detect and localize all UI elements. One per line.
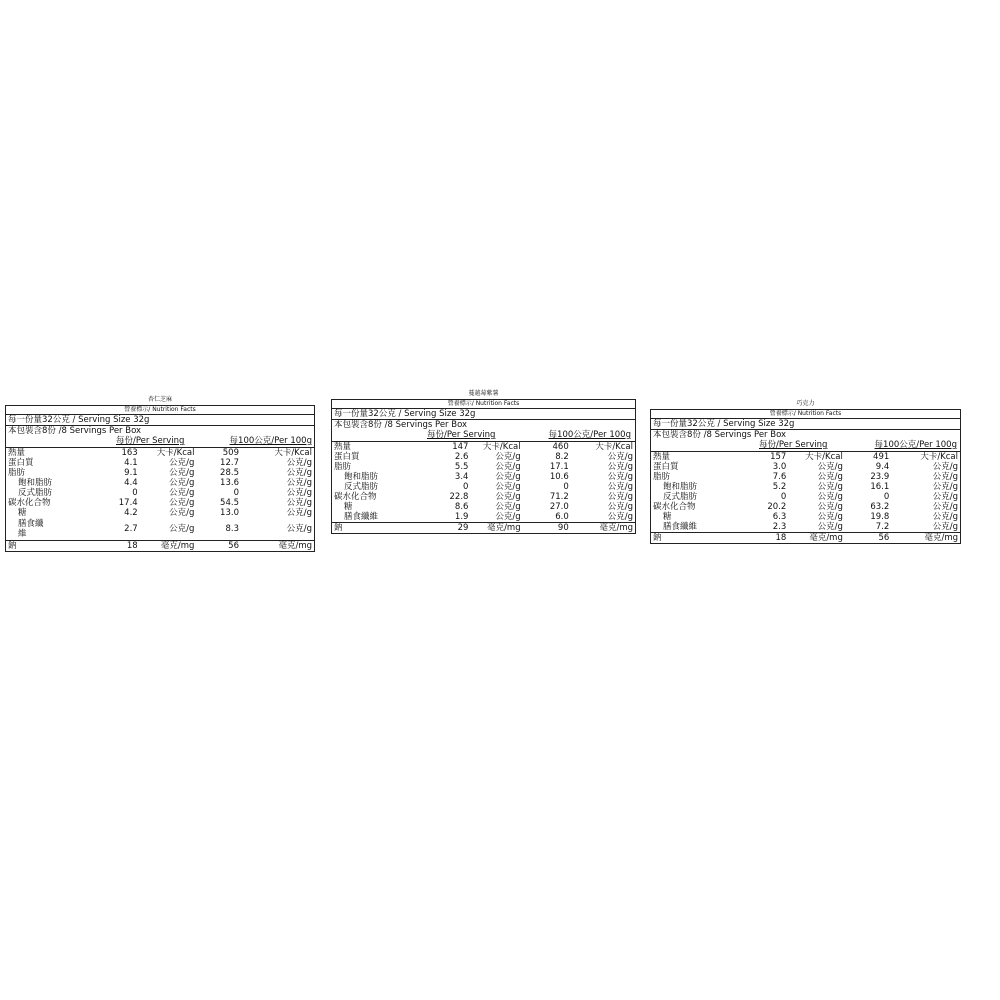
per-100g-unit: 公克/g (286, 478, 312, 488)
per-serving-unit: 公克/g (169, 468, 195, 478)
nutrient-name: 膳食纖維 (663, 522, 698, 532)
nutrient-name: 熱量 (8, 448, 26, 458)
per-serving-value: 5.2 (772, 482, 787, 492)
column-headers (332, 430, 635, 442)
serving-size: 每一份量32公克 / Serving Size 32g (332, 409, 635, 420)
per-serving-value: 163 (121, 448, 138, 458)
nutrient-name: 脂肪 (653, 472, 671, 482)
nutrient-row (332, 523, 635, 534)
per-100g-unit: 公克/g (932, 462, 958, 472)
nutrient-row (651, 512, 960, 522)
per-100g-value: 28.5 (220, 468, 239, 478)
nutrition-facts-header: 營養標示/ Nutrition Facts (6, 406, 314, 415)
nutrition-table (651, 452, 960, 543)
serving-size: 每一份量32公克 / Serving Size 32g (651, 419, 960, 430)
col-per-serving: 每份/Per Serving (427, 430, 496, 440)
column-headers (651, 440, 960, 452)
per-serving-value: 7.6 (772, 472, 787, 482)
nutrient-row (6, 478, 314, 488)
per-100g-value: 90 (523, 523, 569, 534)
per-serving-unit: 大卡/Kcal (156, 448, 195, 458)
nutrient-row (651, 502, 960, 512)
per-serving-unit: 公克/g (495, 492, 521, 502)
per-serving-value: 5.5 (454, 462, 469, 472)
nutrient-name: 反式脂肪 (663, 492, 698, 502)
per-serving-unit: 公克/g (169, 458, 195, 468)
nutrient-name: 糖 (663, 512, 672, 522)
per-serving-unit: 公克/g (169, 523, 195, 534)
per-100g-unit: 公克/g (932, 522, 958, 532)
per-100g-unit: 公克/g (286, 508, 312, 518)
per-100g-value: 0 (563, 482, 569, 492)
per-100g-unit: 公克/g (932, 502, 958, 512)
nutrient-row (6, 458, 314, 468)
nutrition-panel-cranberry-purple-potato (331, 390, 636, 534)
per-serving-value: 22.8 (449, 492, 469, 502)
per-serving-unit: 公克/g (817, 482, 843, 492)
nutrient-row (6, 498, 314, 508)
nutrient-row (6, 508, 314, 518)
col-per-100g: 每100公克/Per 100g (548, 430, 631, 440)
nutrient-name: 碳水化合物 (653, 502, 696, 512)
column-headers (6, 436, 314, 448)
nutrition-facts-header: 營養標示/ Nutrition Facts (651, 410, 960, 419)
nutrient-name: 反式脂肪 (344, 482, 379, 492)
nutrient-row (651, 522, 960, 533)
per-serving-unit: 公克/g (817, 522, 843, 532)
per-100g-unit: 公克/g (286, 523, 312, 534)
per-serving-unit: 大卡/Kcal (805, 452, 843, 462)
per-serving-value: 2.7 (124, 523, 138, 534)
servings-per-box: 本包裝含8份 /8 Servings Per Box (334, 420, 468, 430)
nutrient-name: 碳水化合物 (8, 498, 51, 508)
per-100g-unit: 毫克/mg (889, 533, 960, 544)
nutrient-row (332, 462, 635, 472)
nutrition-table (6, 448, 314, 551)
per-100g-unit: 大卡/Kcal (595, 442, 633, 452)
per-serving-unit: 大卡/Kcal (482, 442, 521, 452)
per-100g-unit: 公克/g (607, 492, 633, 502)
nutrient-name: 蛋白質 (8, 458, 34, 468)
per-100g-unit: 公克/g (286, 458, 312, 468)
nutrient-name: 糖 (18, 508, 27, 518)
nutrient-row (6, 468, 314, 478)
per-100g-value: 13.6 (220, 478, 239, 488)
per-100g-unit: 大卡/Kcal (920, 452, 958, 462)
per-100g-value: 460 (552, 442, 569, 452)
product-title: 巧克力 (796, 400, 815, 407)
per-serving-value: 4.2 (124, 508, 138, 518)
per-serving-unit: 公克/g (169, 498, 195, 508)
per-serving-value: 1.9 (454, 512, 469, 522)
per-100g-value: 0 (233, 488, 239, 498)
product-title: 蔓越莓紫薯 (468, 390, 499, 397)
per-100g-value: 13.0 (220, 508, 239, 518)
nutrition-facts-box (650, 409, 961, 544)
per-serving-unit: 公克/g (817, 502, 843, 512)
per-serving-value: 4.1 (124, 458, 138, 468)
per-serving-value: 2.6 (454, 452, 469, 462)
per-100g-value: 56 (196, 540, 239, 551)
per-100g-unit: 公克/g (607, 502, 633, 512)
per-serving-unit: 毫克/mg (138, 540, 197, 551)
per-serving-unit: 公克/g (817, 472, 843, 482)
per-100g-value: 491 (873, 452, 890, 462)
nutrition-table (332, 442, 635, 533)
per-100g-unit: 公克/g (932, 492, 958, 502)
nutrient-row (6, 540, 314, 551)
per-100g-value: 27.0 (549, 502, 569, 512)
per-100g-value: 19.8 (870, 512, 890, 522)
per-serving-unit: 公克/g (169, 508, 195, 518)
per-100g-unit: 毫克/mg (569, 523, 635, 534)
per-serving-value: 6.3 (772, 512, 787, 522)
per-100g-value: 509 (222, 448, 239, 458)
nutrient-row (6, 448, 314, 458)
nutrient-row (651, 482, 960, 492)
per-100g-unit: 公克/g (607, 472, 633, 482)
per-serving-value: 2.3 (772, 522, 787, 532)
nutrient-name: 飽和脂肪 (663, 482, 698, 492)
per-100g-unit: 公克/g (286, 488, 312, 498)
nutrient-row (651, 472, 960, 482)
per-100g-unit: 公克/g (286, 498, 312, 508)
nutrient-row (6, 518, 314, 540)
nutrient-row (6, 488, 314, 498)
per-serving-unit: 公克/g (495, 512, 521, 522)
nutrient-name: 鈉 (332, 523, 444, 534)
per-100g-value: 7.2 (875, 522, 890, 532)
nutrition-facts-header: 營養標示/ Nutrition Facts (332, 400, 635, 409)
serving-size: 每一份量32公克 / Serving Size 32g (6, 415, 314, 426)
nutrient-name: 鈉 (651, 533, 764, 544)
per-serving-unit: 公克/g (817, 512, 843, 522)
per-100g-value: 0 (883, 492, 890, 502)
per-serving-unit: 公克/g (817, 462, 843, 472)
per-100g-unit: 公克/g (932, 482, 958, 492)
servings-per-box: 本包裝含8份 /8 Servings Per Box (8, 426, 142, 436)
servings-per-box: 本包裝含8份 /8 Servings Per Box (653, 430, 787, 440)
nutrient-name: 膳食纖 維 (18, 518, 44, 539)
nutrient-row (651, 452, 960, 462)
per-serving-value: 3.4 (454, 472, 469, 482)
per-100g-unit: 公克/g (607, 462, 633, 472)
per-100g-value: 8.3 (225, 523, 239, 534)
nutrient-name: 熱量 (334, 442, 352, 452)
col-per-serving: 每份/Per Serving (759, 440, 828, 450)
per-serving-unit: 公克/g (169, 478, 195, 488)
nutrient-name: 鈉 (6, 540, 115, 551)
per-100g-unit: 公克/g (607, 482, 633, 492)
nutrient-row (651, 492, 960, 502)
per-100g-value: 6.0 (555, 512, 569, 522)
per-100g-value: 17.1 (549, 462, 569, 472)
per-serving-value: 18 (115, 540, 137, 551)
per-100g-unit: 大卡/Kcal (274, 448, 312, 458)
per-serving-value: 8.6 (454, 502, 469, 512)
per-100g-unit: 公克/g (607, 452, 633, 462)
nutrition-panel-almond-sesame (5, 396, 315, 552)
per-serving-unit: 毫克/mg (786, 533, 845, 544)
per-100g-unit: 公克/g (932, 472, 958, 482)
per-serving-value: 29 (444, 523, 468, 534)
per-100g-value: 16.1 (870, 482, 890, 492)
per-serving-unit: 公克/g (495, 462, 521, 472)
per-serving-value: 3.0 (772, 462, 787, 472)
per-serving-value: 17.4 (118, 498, 138, 508)
per-serving-unit: 公克/g (495, 482, 521, 492)
per-serving-value: 20.2 (767, 502, 787, 512)
nutrient-name: 蛋白質 (653, 462, 679, 472)
per-100g-value: 12.7 (220, 458, 239, 468)
nutrient-row (332, 502, 635, 512)
per-serving-value: 0 (780, 492, 787, 502)
per-serving-unit: 毫克/mg (468, 523, 522, 534)
nutrient-name: 蛋白質 (334, 452, 360, 462)
nutrition-facts-box (5, 405, 315, 552)
nutrient-row (332, 452, 635, 462)
nutrient-name: 脂肪 (8, 468, 26, 478)
per-100g-unit: 公克/g (932, 512, 958, 522)
per-serving-unit: 公克/g (495, 502, 521, 512)
col-per-100g: 每100公克/Per 100g (229, 436, 312, 446)
per-100g-unit: 毫克/mg (239, 540, 314, 551)
per-serving-unit: 公克/g (169, 488, 195, 498)
per-100g-unit: 公克/g (286, 468, 312, 478)
per-100g-value: 63.2 (870, 502, 890, 512)
per-serving-value: 18 (764, 533, 786, 544)
nutrient-name: 膳食纖維 (344, 512, 379, 522)
nutrient-row (332, 512, 635, 523)
per-serving-unit: 公克/g (817, 492, 843, 502)
nutrient-name: 飽和脂肪 (344, 472, 379, 482)
nutrient-name: 糖 (344, 502, 353, 512)
per-100g-value: 23.9 (870, 472, 890, 482)
per-100g-value: 56 (845, 533, 889, 544)
per-serving-value: 0 (463, 482, 469, 492)
nutrition-facts-box (331, 399, 636, 534)
per-serving-value: 9.1 (124, 468, 138, 478)
per-100g-value: 9.4 (875, 462, 890, 472)
per-serving-unit: 公克/g (495, 452, 521, 462)
nutrient-row (651, 533, 960, 544)
nutrient-name: 脂肪 (334, 462, 352, 472)
nutrient-row (332, 442, 635, 452)
per-100g-value: 71.2 (549, 492, 569, 502)
per-serving-value: 4.4 (124, 478, 138, 488)
product-title: 杏仁芝麻 (147, 396, 172, 403)
nutrient-row (332, 482, 635, 492)
col-per-serving: 每份/Per Serving (116, 436, 185, 446)
nutrient-name: 碳水化合物 (334, 492, 377, 502)
per-serving-unit: 公克/g (495, 472, 521, 482)
per-100g-value: 8.2 (555, 452, 569, 462)
per-serving-value: 0 (132, 488, 138, 498)
nutrient-name: 反式脂肪 (18, 488, 53, 498)
nutrient-row (332, 472, 635, 482)
per-100g-value: 54.5 (220, 498, 239, 508)
per-100g-value: 10.6 (549, 472, 569, 482)
nutrient-row (332, 492, 635, 502)
per-serving-value: 147 (452, 442, 469, 452)
nutrition-panel-chocolate (650, 400, 961, 544)
col-per-100g: 每100公克/Per 100g (874, 440, 957, 450)
per-serving-value: 157 (770, 452, 787, 462)
nutrient-name: 飽和脂肪 (18, 478, 53, 488)
nutrient-row (651, 462, 960, 472)
nutrient-name: 熱量 (653, 452, 671, 462)
per-100g-unit: 公克/g (607, 512, 633, 522)
